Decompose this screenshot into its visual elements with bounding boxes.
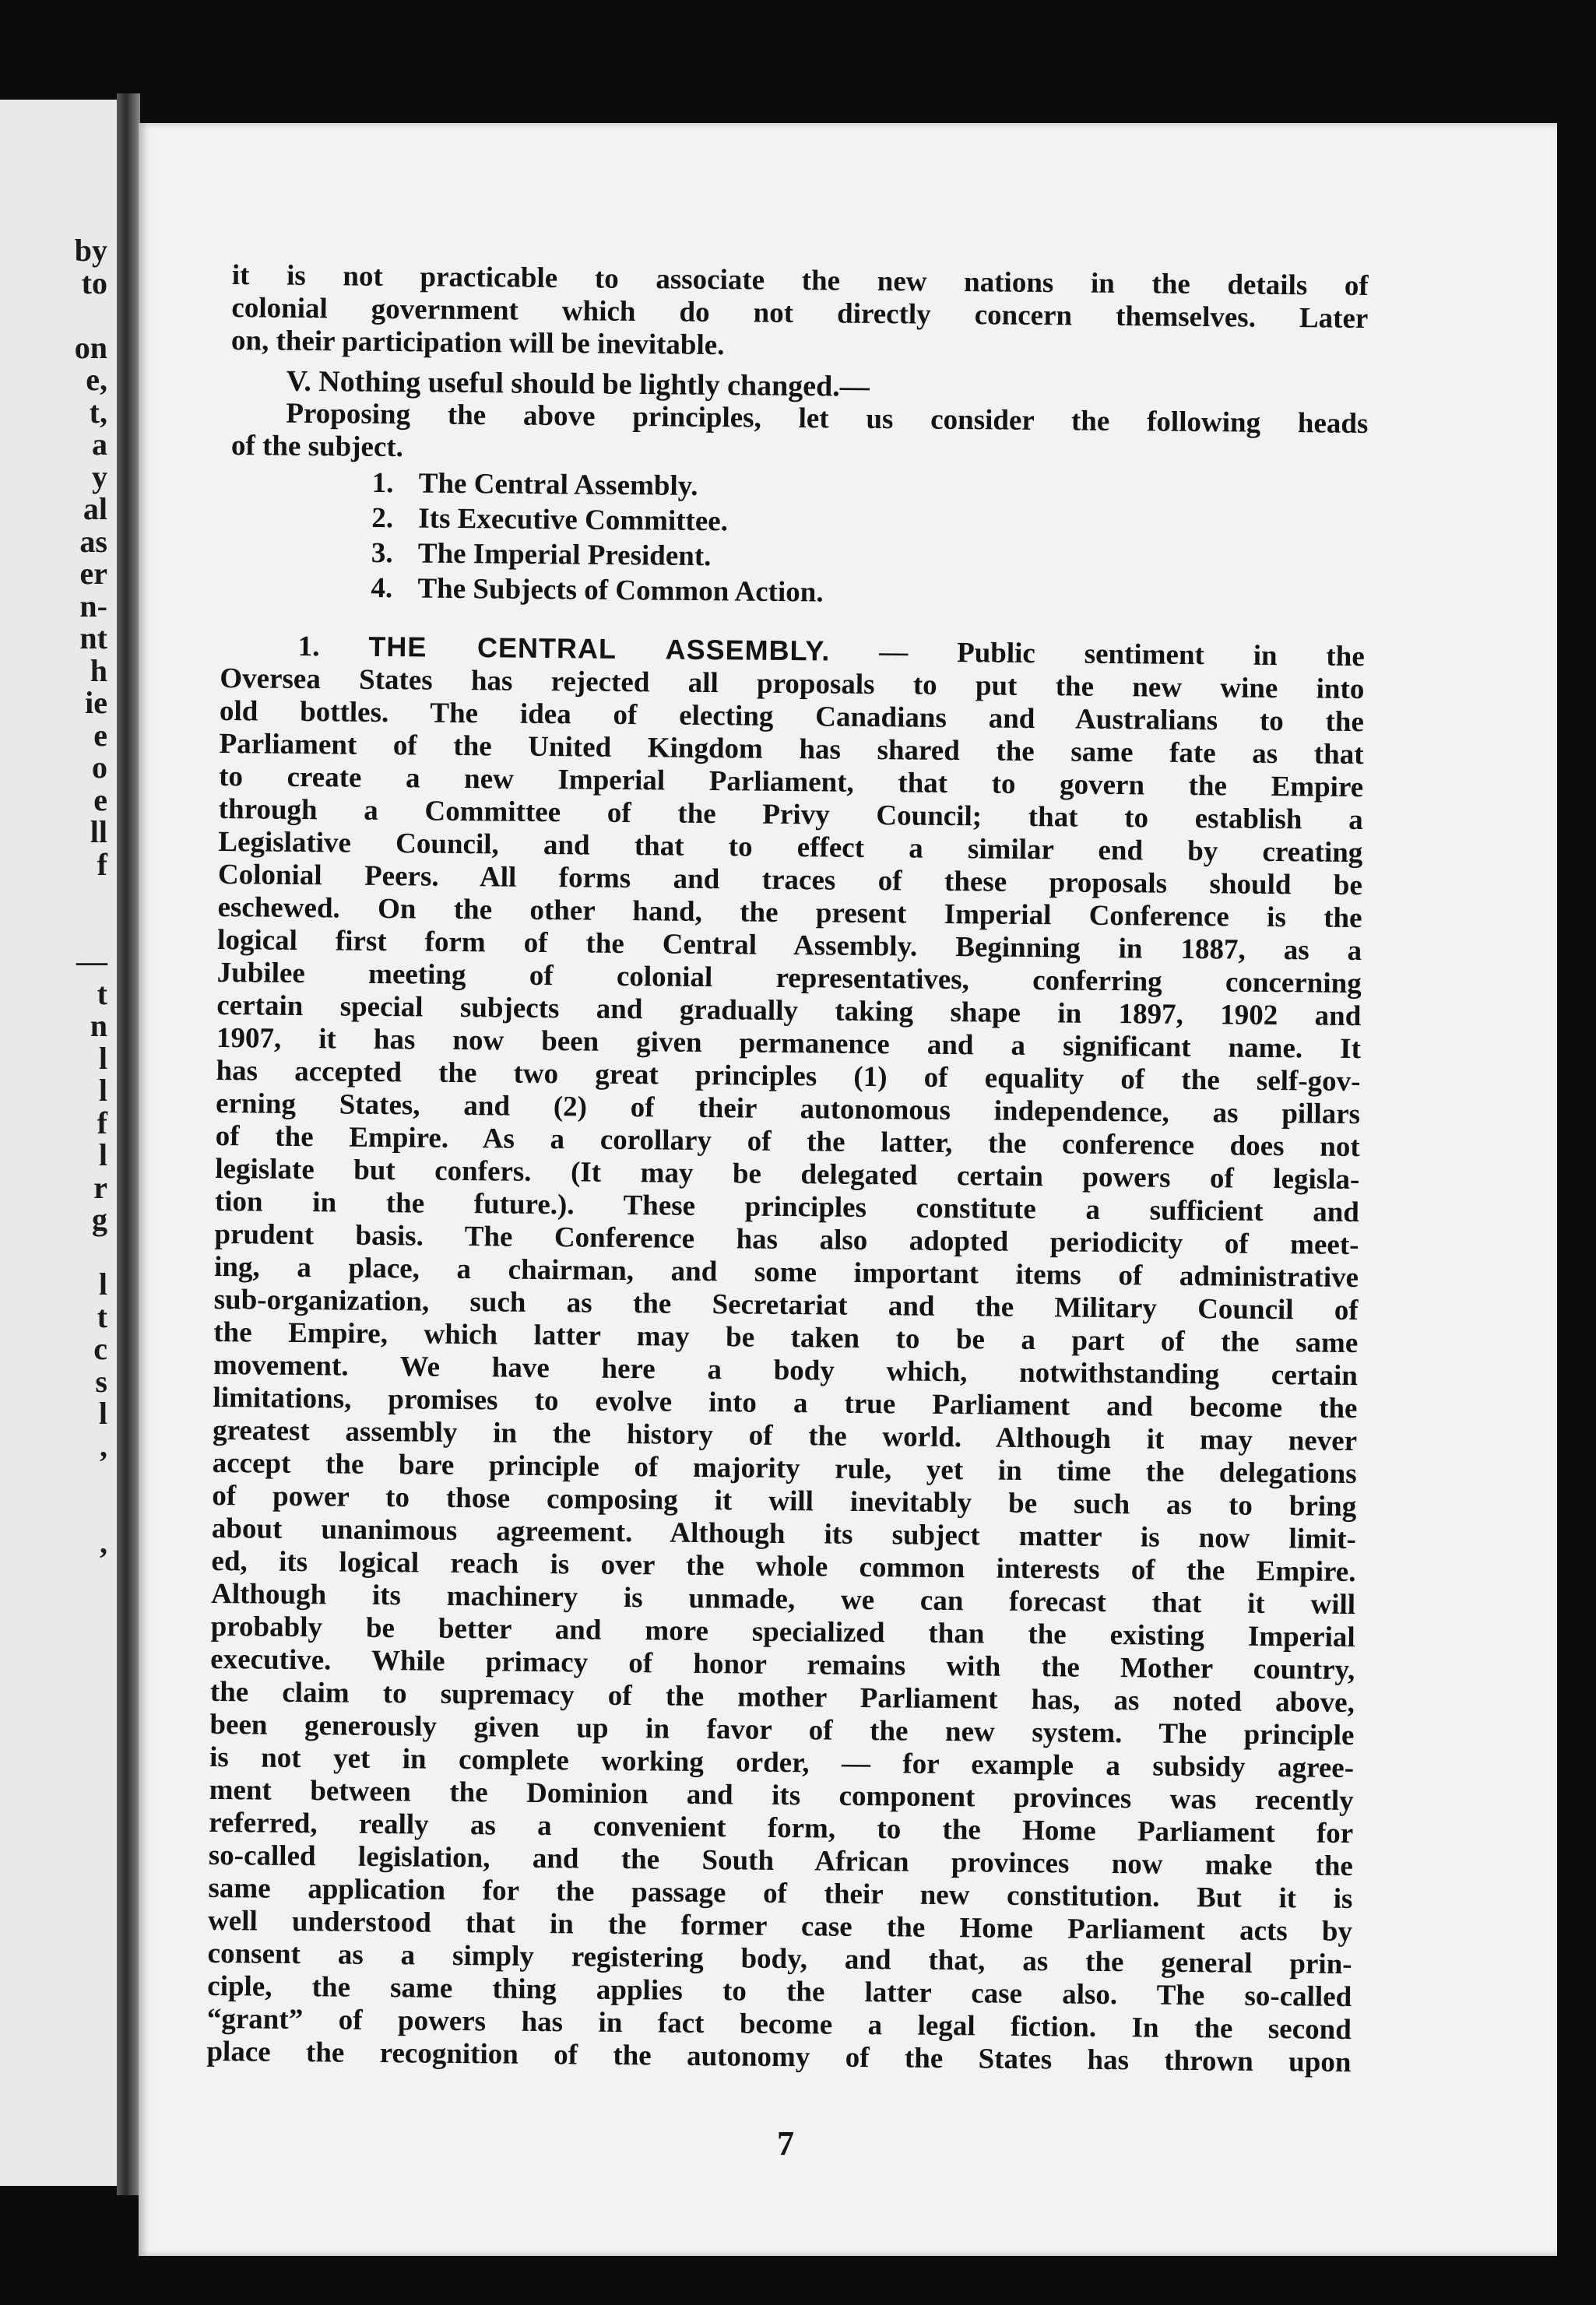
text-line: Oversea States has rejected all proposals to put the new wine into [220, 662, 1365, 706]
text-line: through a Committee of the Privy Council; that to establish a [218, 792, 1363, 837]
margin-fragment: — [76, 943, 107, 979]
page-number: 7 [777, 2124, 794, 2163]
text-line: eschewed. On the other hand, the present Imperial Conference is the [217, 891, 1362, 935]
margin-fragment: er [79, 556, 107, 591]
section-body [206, 662, 1364, 2079]
text-line: Jubilee meeting of colonial representatives, conferring concerning [216, 956, 1362, 1000]
subject-heads-list [371, 466, 824, 610]
margin-fragment: to [81, 265, 107, 300]
margin-fragment: l [98, 1073, 107, 1108]
text-line: the claim to supremacy of the mother Parliament has, as noted above, [209, 1675, 1355, 1720]
text-line: is not yet in complete working order, — for example a subsidy agree- [209, 1741, 1355, 1785]
text-line: ciple, the same thing applies to the latter case also. The so-called [207, 1969, 1352, 2014]
text-line: Colonial Peers. All forms and traces of these proposals should be [217, 858, 1363, 902]
margin-fragment: f [97, 1105, 107, 1140]
text-line: Although its machinery is unmade, we can forecast that it will [210, 1577, 1356, 1622]
margin-fragment: e [93, 717, 107, 753]
text-line: tion in the future.). These principles constitute a sufficient and [214, 1185, 1360, 1229]
margin-fragment: nt [79, 620, 107, 655]
principle-v-block [231, 364, 1369, 473]
text-line: of the subject. [230, 429, 404, 464]
margin-fragment: ie [85, 685, 107, 720]
margin-fragment: s [95, 1363, 107, 1399]
margin-fragment: e, [86, 362, 107, 397]
text-line: ed, its logical reach is over the whole common interests of the Empire. [211, 1544, 1356, 1589]
text-line: Proposing the above principles, let us consider the following heads [286, 397, 1369, 441]
margin-fragment: , [100, 1428, 107, 1463]
text-line: Parliament of the United Kingdom has shared the same fate as that [219, 727, 1364, 771]
list-item: 2. Its Executive Committee. [371, 501, 729, 538]
text-line: greatest assembly in the history of the world. Although it may never [212, 1414, 1358, 1458]
text-line: of the Empire. As a corollary of the latter, the conference does not [215, 1119, 1360, 1164]
text-line: prudent basis. The Conference has also adopted periodicity of meet- [214, 1218, 1359, 1262]
text-line: erning States, and (2) of their autonomous independence, as pillars [215, 1087, 1361, 1131]
text-line: same application for the passage of their new constitution. But it is [208, 1871, 1353, 1916]
text-line: about unanimous agreement. Although its subject matter is now limit- [211, 1512, 1357, 1556]
margin-fragment: by [74, 233, 107, 268]
text-line: certain special subjects and gradually taking shape in 1897, 1902 and [216, 989, 1362, 1033]
text-line: legislate but confers. (It may be delegated certain powers of legisla- [215, 1152, 1360, 1196]
text-line: the Empire, which latter may be taken to be a part of the same [213, 1316, 1359, 1360]
book-gutter [117, 93, 140, 2195]
text-line: on, their participation will be inevitable. [230, 324, 725, 362]
margin-fragment: c [93, 1331, 107, 1366]
book-page [139, 123, 1557, 2256]
margin-fragment: y [92, 459, 107, 494]
margin-fragment: l [98, 1396, 107, 1431]
margin-fragment: , [100, 1525, 107, 1560]
margin-fragment: on [74, 329, 107, 365]
section-first-line: — Public sentiment in the [879, 636, 1365, 673]
text-line: referred, really as a convenient form, to the Home Parliament for [209, 1806, 1354, 1850]
text-line: of power to those composing it will inevitably be such as to bring [212, 1479, 1357, 1523]
text-line: place the recognition of the autonomy of the States has thrown upon [206, 2035, 1352, 2079]
margin-fragment: l [98, 1267, 107, 1302]
margin-fragment: g [92, 1202, 107, 1237]
section-number: 1. [297, 630, 320, 663]
margin-fragment: t [97, 1298, 107, 1334]
margin-fragment: f [97, 846, 107, 882]
principle-v-heading: V. Nothing useful should be lightly changed.— [286, 364, 870, 403]
text-line: colonial government which do not directly concern themselves. Later [231, 291, 1369, 336]
text-line: ment between the Dominion and its component provinces was recently [209, 1773, 1354, 1818]
text-line: to create a new Imperial Parliament, that to govern the Empire [218, 760, 1364, 804]
text-line: Legislative Council, and that to effect a similar end by creating [218, 825, 1363, 870]
section-title: THE CENTRAL ASSEMBLY. [368, 630, 831, 667]
text-line: has accepted the two great principles (1) of equality of the self-gov- [216, 1054, 1361, 1098]
margin-fragment: t [97, 975, 107, 1011]
margin-fragment: l [98, 1040, 107, 1076]
list-item: 4. The Subjects of Common Action. [371, 571, 824, 609]
text-line: probably be better and more specialized than the existing Imperial [210, 1610, 1355, 1654]
margin-fragment: n [90, 1008, 107, 1043]
central-assembly-section [206, 629, 1365, 2079]
margin-fragment: l [98, 1137, 107, 1172]
text-line: old bottles. The idea of electing Canadians and Australians to the [219, 694, 1365, 739]
margin-fragment: r [93, 1169, 107, 1205]
margin-fragment: n- [79, 588, 107, 624]
margin-fragment: al [83, 491, 107, 526]
margin-fragment: a [92, 427, 107, 462]
text-line: movement. We have here a body which, notwithstanding certain [213, 1348, 1359, 1393]
text-line: been generously given up in favor of the new system. The principle [209, 1708, 1355, 1752]
text-line: sub-organization, such as the Secretariat and the Military Council of [213, 1283, 1359, 1327]
text-line: ing, a place, a chairman, and some important items of administrative [213, 1250, 1359, 1295]
margin-fragment: ll [90, 814, 107, 849]
margin-fragment: o [92, 750, 107, 785]
text-line: 1907, it has now been given permanence and a significant name. It [216, 1021, 1362, 1066]
text-line: consent as a simply registering body, and that, as the general prin- [207, 1937, 1352, 1981]
list-item: 1. The Central Assembly. [371, 466, 698, 503]
margin-fragment: h [90, 652, 107, 688]
text-line: so-called legislation, and the South African provinces now make the [208, 1839, 1354, 1883]
text-line: accept the bare principle of majority rule, yet in time the delegations [212, 1446, 1357, 1491]
text-line: logical first form of the Central Assembly. Beginning in 1887, as a [216, 923, 1362, 968]
margin-fragment: t, [89, 394, 107, 430]
text-line: it is not practicable to associate the new nations in the details of [231, 259, 1369, 303]
list-item: 3. The Imperial President. [371, 536, 712, 573]
margin-fragment: as [79, 523, 107, 559]
margin-fragment: e [93, 782, 107, 817]
text-line: executive. While primacy of honor remains with the Mother country, [210, 1643, 1355, 1687]
text-line: well understood that in the former case the Home Parliament acts by [207, 1904, 1353, 1948]
left-page-fragment [0, 100, 117, 2186]
continuation-paragraph [231, 259, 1369, 368]
text-line: limitations, promises to evolve into a true Parliament and become the [213, 1381, 1358, 1425]
bottom-edge-shadow [117, 2256, 1596, 2305]
text-line: “grant” of powers has in fact become a legal fiction. In the second [206, 2002, 1352, 2047]
